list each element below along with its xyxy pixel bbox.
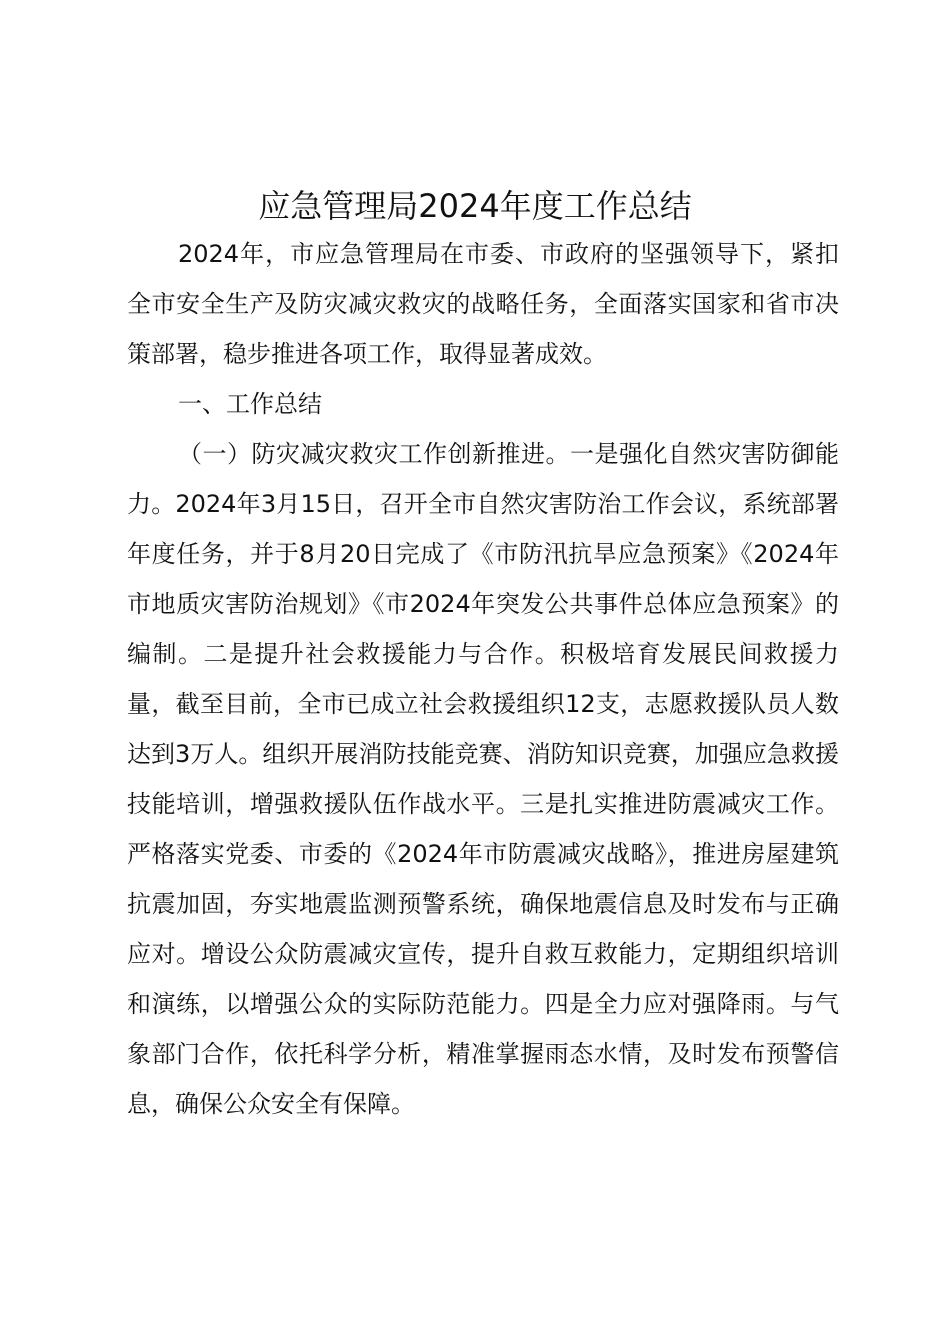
- intro-paragraph: 2024年，市应急管理局在市委、市政府的坚强领导下，紧扣全市安全生产及防灾减灾救灾的战略任务，全面落实国家和省市决策部署，稳步推进各项工作，取得显著成效。: [127, 240, 839, 368]
- section-heading: 一、工作总结: [178, 390, 322, 418]
- section-1-paragraph: （一）防灾减灾救灾工作创新推进。一是强化自然灾害防御能力。2024年3月15日，召开全市自然灾害防治工作会议，系统部署年度任务，并于8月20日完成了《市防汛抗旱应急预案》《2024年市地质灾害防治规划》《市2024年突发公共事件总体应急预案》的编制。二是提升社会救援能力与合作。积极培育发展民间救援力量，截至目前，全市已成立社会救援组织12支，志愿救援队员人数达到3万人。组织开展消防技能竞赛、消防知识竞赛，加强应急救援技能培训，增强救援队伍作战水平。三是扎实推进防震减灾工作。严格落实党委、市委的《2024年市防震减灾战略》，推进房屋建筑抗震加固，夯实地震监测预警系统，确保地震信息及时发布与正确应对。增设公众防震减灾宣传，提升自救互救能力，定期组织培训和演练，以增强公众的实际防范能力。四是全力应对强降雨。与气象部门合作，依托科学分析，精准掌握雨态水情，及时发布预警信息，确保公众安全有保障。: [127, 440, 839, 1118]
- document-body: [127, 229, 839, 1129]
- document-title: 应急管理局2024年度工作总结: [258, 187, 692, 225]
